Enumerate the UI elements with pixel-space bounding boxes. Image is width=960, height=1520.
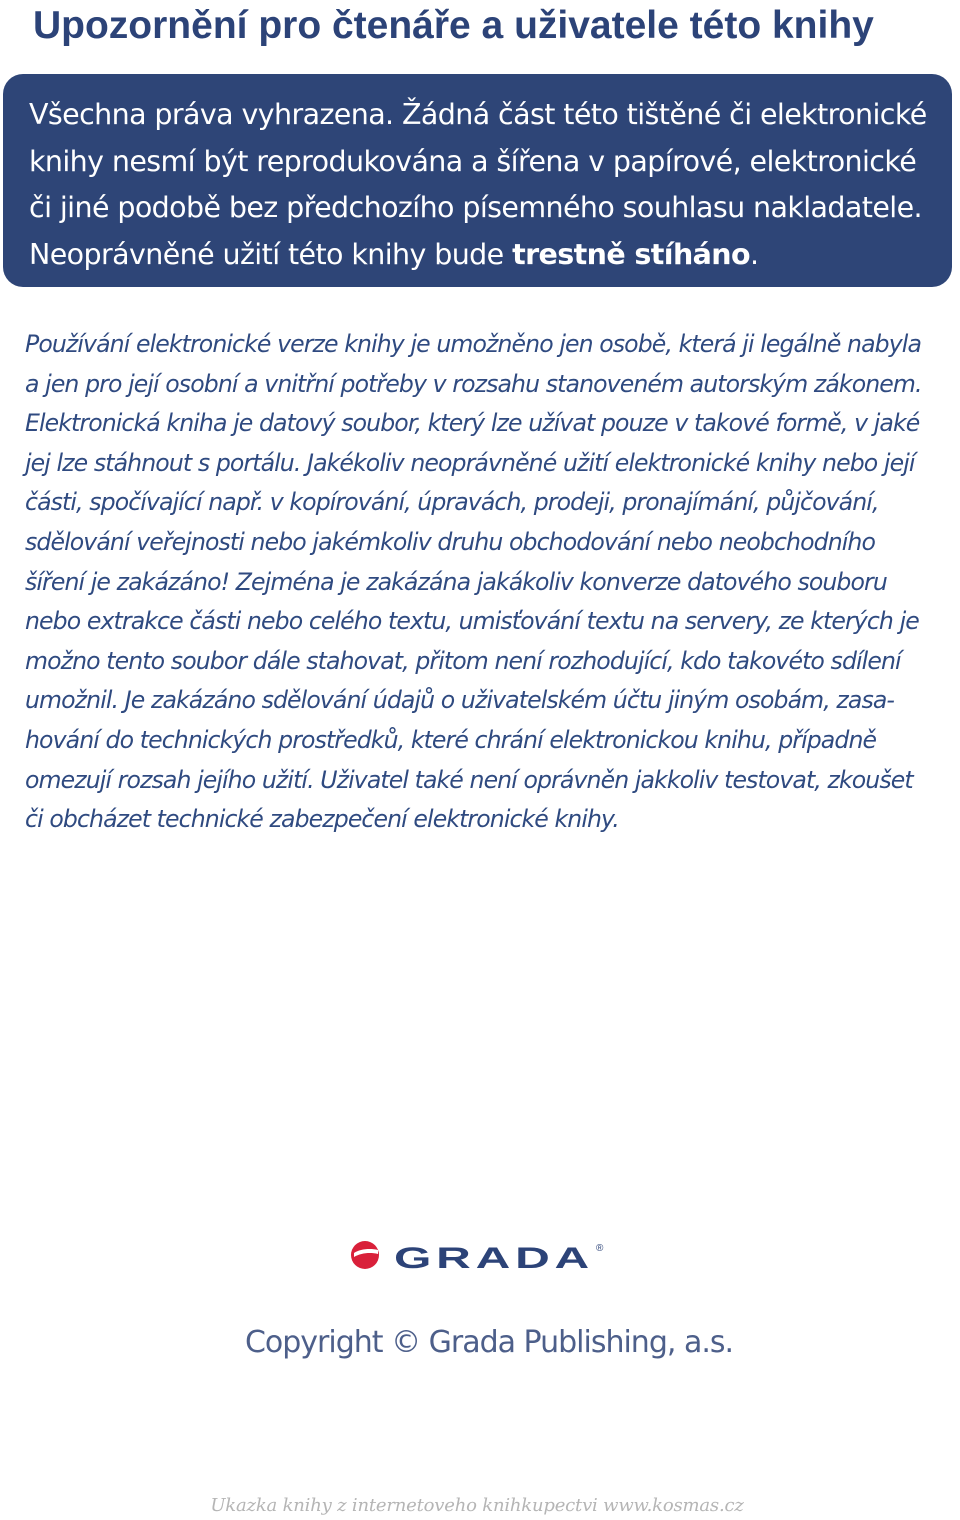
paragraph-line: Používání elektronické verze knihy je umožněno jen osobě, která ji legálně nabyla xyxy=(25,330,921,358)
paragraph-line: sdělování veřejnosti nebo jakémkoliv druhu obchodování nebo neobchodního xyxy=(25,527,876,556)
grada-logo-text: GRADA xyxy=(394,1242,594,1275)
paragraph-line: šíření je zakázáno! Zejména je zakázána jakákoliv konverze datového souboru xyxy=(25,567,887,596)
paragraph-line: umožnil. Je zakázáno sdělování údajů o uživatelském účtu jiným osobám, zasa- xyxy=(25,686,895,715)
paragraph-line: a jen pro její osobní a vnitřní potřeby v rozsahu stanoveném autorským zákonem. xyxy=(25,369,922,398)
usage-terms-paragraph xyxy=(25,325,930,840)
notice-line: či jiné podobě bez předchozího písemného souhlasu nakladatele. xyxy=(29,191,923,224)
footer-text: Ukazka knihy z internetoveho knihkupectvi www.kosmas.cz xyxy=(210,1495,744,1516)
footer-watermark xyxy=(0,1492,954,1520)
paragraph-line: Elektronická kniha je datový soubor, který lze užívat pouze v takové formě, v jaké xyxy=(25,409,920,438)
notice-emphasis: trestně stíháno xyxy=(512,237,750,271)
rights-notice-box xyxy=(3,74,952,287)
page-title: Upozornění pro čtenáře a uživatele této knihy xyxy=(33,4,874,47)
paragraph-line: či obcházet technické zabezpečení elektronické knihy. xyxy=(25,805,619,834)
paragraph-line: omezují rozsah jejího užití. Uživatel také není oprávněn jakkoliv testovat, zkoušet xyxy=(25,765,913,794)
copyright-line xyxy=(0,1320,960,1366)
paragraph-line: nebo extrakce části nebo celého textu, umisťování textu na servery, ze kterých je xyxy=(25,607,919,636)
notice-line: Všechna práva vyhrazena. Žádná část této tištěné či elektronické xyxy=(29,98,927,131)
notice-last-line-prefix: Neoprávněné užití této knihy bude xyxy=(29,237,513,271)
notice-last-line-suffix: . xyxy=(749,237,759,271)
paragraph-line: možno tento soubor dále stahovat, přitom není rozhodující, kdo takovéto sdílení xyxy=(25,646,901,675)
notice-last-line xyxy=(29,232,932,279)
paragraph-line: hování do technických prostředků, které chrání elektronickou knihu, případně xyxy=(25,725,877,754)
notice-line: knihy nesmí být reprodukována a šířena v papírové, elektronické xyxy=(29,144,917,178)
paragraph-line: jej lze stáhnout s portálu. Jakékoliv neoprávněné užití elektronické knihy nebo její xyxy=(25,448,915,477)
registered-mark: ® xyxy=(596,1243,604,1254)
grada-logo xyxy=(350,1239,610,1275)
grada-logo-icon xyxy=(351,1241,379,1269)
paragraph-line: části, spočívající např. v kopírování, úpravách, prodeji, pronajímání, půjčování, xyxy=(25,488,879,517)
copyright-text: Copyright © Grada Publishing, a.s. xyxy=(244,1325,734,1360)
